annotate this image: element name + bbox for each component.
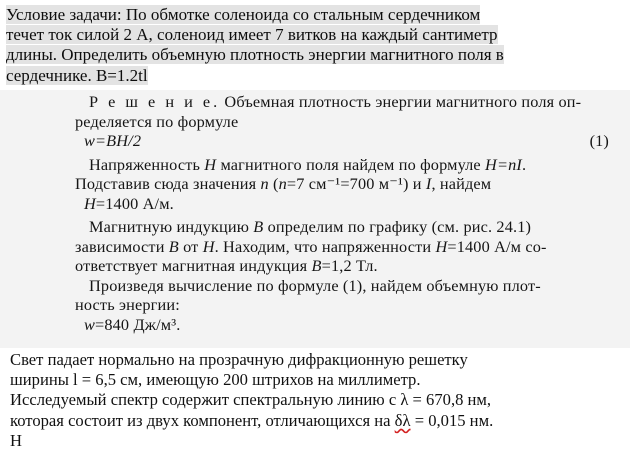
solution-paragraph-field-strength: Напряженность H магнитного поля найдем по формуле H=nI. Подставив сюда значения n (n=7 см⁻¹=700 м⁻¹) и I, найдем [75, 154, 527, 193]
spellcheck-flagged-word: δλ [394, 410, 411, 430]
solution-paragraph-induction: Магнитную индукцию B определим по графику (см. рис. 24.1) зависимости B от H. Находим, что напряженности H=1400 А/м со- ответствует магнитная индукция B=1,2 Тл. [75, 217, 547, 275]
text-line: Свет падает нормально на прозрачную дифракционную решетку [10, 350, 468, 369]
equation-1: w=BH/2 (1) [84, 131, 609, 150]
text-line: которая состоит из двух компонент, отличающихся на δλ = 0,015 нм. [10, 410, 494, 430]
condition-line: Условие задачи: По обмотке соленоида со стальным сердечником [6, 5, 481, 24]
condition-line: течет ток силой 2 А, соленоид имеет 7 витков на каждый сантиметр [6, 25, 498, 45]
condition-line: длины. Определить объемную плотность энергии магнитного поля в [6, 45, 504, 65]
solution-intro: Р е ш е н и е. Объемная плотность энергии магнитного поля оп- ределяется по формуле [75, 92, 582, 131]
result-energy-density: w=840 Дж/м³. [84, 314, 181, 334]
text-line: ширины l = 6,5 см, имеющую 200 штрихов на миллиметр. [10, 370, 421, 390]
second-problem-text [10, 350, 630, 451]
solution-label: Р е ш е н и е. [89, 92, 221, 111]
solution-text [75, 92, 611, 334]
solution-paragraph-calculation: Произведя вычисление по формуле (1), найдем объемную плот- ность энергии: [75, 275, 541, 314]
text-line: Исследуемый спектр содержит спектральную линию с λ = 670,8 нм, [10, 390, 492, 410]
result-field-strength: H=1400 А/м. [84, 193, 174, 213]
text-line-partial: Н [10, 430, 22, 450]
problem-condition [0, 0, 629, 90]
condition-line: сердечнике. B=1.2tl [6, 65, 148, 85]
equation-number: (1) [589, 131, 609, 150]
